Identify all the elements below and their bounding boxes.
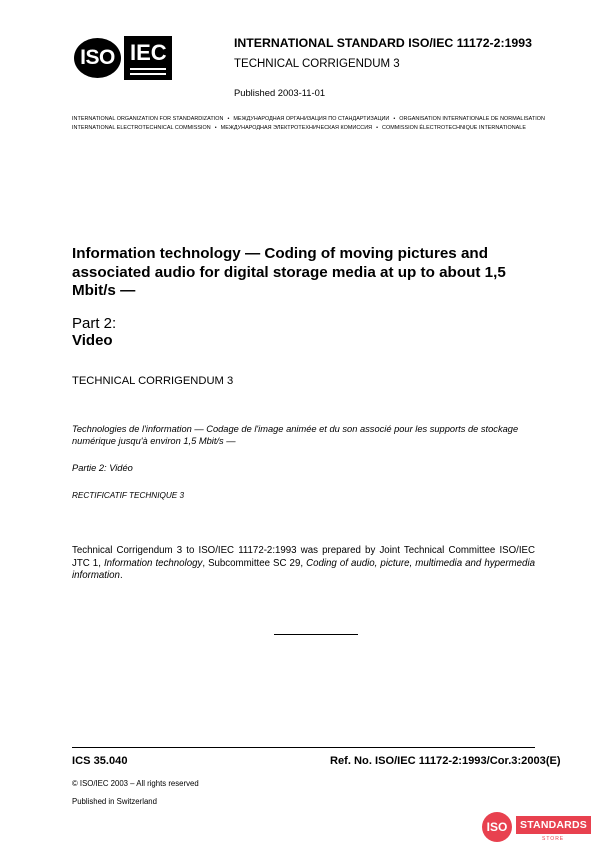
body-text-italic: Information technology (103, 557, 203, 569)
iec-logo (124, 36, 172, 80)
org-name: ORGANISATION INTERNATIONALE DE NORMALISATION (399, 116, 545, 122)
separator-dot: • (227, 116, 230, 122)
standard-number: INTERNATIONAL STANDARD ISO/IEC 11172-2:1993 (234, 36, 532, 50)
french-title: Technologies de l'information — Codage de l'image animée et du son associé pour les supports de stockage numérique jusqu'à environ 1,5 Mbit/s — (72, 424, 519, 446)
organization-line-2 (72, 125, 526, 131)
store-watermark (482, 812, 592, 844)
ics-code: ICS 35.040 (72, 755, 128, 767)
separator-line (274, 634, 358, 635)
body-text-italic: Coding of audio, picture, multimedia and hypermedia information (72, 557, 535, 581)
french-corrigendum: RECTIFICATIF TECHNIQUE 3 (72, 491, 185, 500)
published-date: Published 2003-11-01 (234, 87, 326, 98)
org-name: INTERNATIONAL ELECTROTECHNICAL COMMISSION (72, 125, 211, 131)
reference-number: Ref. No. ISO/IEC 11172-2:1993/Cor.3:2003(E) (330, 755, 561, 767)
footer-rule (72, 747, 535, 748)
body-text: . (119, 570, 123, 581)
publication-place: Published in Switzerland (72, 797, 157, 806)
iec-logo-text: IEC (130, 40, 167, 65)
document-title: Information technology — Coding of moving pictures and associated audio for digital storage media at up to about 1,5 Mbit/s — (72, 245, 506, 299)
copyright-notice: © ISO/IEC 2003 – All rights reserved (72, 779, 199, 788)
french-part: Partie 2: Vidéo (72, 463, 133, 473)
organization-line-1 (72, 116, 545, 122)
corrigendum-title: TECHNICAL CORRIGENDUM 3 (72, 375, 234, 387)
org-name: INTERNATIONAL ORGANIZATION FOR STANDARDIZATION (72, 116, 224, 122)
separator-dot: • (376, 125, 379, 131)
iec-logo-bar (130, 73, 166, 75)
part-name: Video (72, 332, 113, 349)
part-label: Part 2: (72, 315, 117, 332)
org-name: МЕЖДУНАРОДНАЯ ЭЛЕКТРОТЕХНИЧЕСКАЯ КОМИССИЯ (220, 125, 373, 131)
watermark-store: STORE (542, 836, 565, 842)
org-name: МЕЖДУНАРОДНАЯ ОРГАНИЗАЦИЯ ПО СТАНДАРТИЗАЦИИ (233, 116, 390, 122)
body-text: , Subcommittee SC 29, (202, 557, 307, 569)
org-name: COMMISSION ÉLECTROTECHNIQUE INTERNATIONALE (382, 125, 526, 131)
watermark-iso-text: ISO (486, 820, 508, 834)
corrigendum-label: TECHNICAL CORRIGENDUM 3 (234, 58, 400, 70)
body-paragraph (72, 545, 535, 583)
iso-logo-text: ISO (80, 46, 115, 69)
iec-logo-bar (130, 68, 166, 70)
watermark-standards: STANDARDS (516, 816, 591, 834)
watermark-iso-icon (482, 812, 512, 842)
body-text: Technical Corrigendum 3 to ISO/IEC 11172-2:1993 was prepared by Joint Technical Committee ISO/IEC JTC 1, (72, 545, 535, 569)
separator-dot: • (214, 125, 217, 131)
separator-dot: • (393, 116, 396, 122)
iso-logo (74, 38, 121, 78)
